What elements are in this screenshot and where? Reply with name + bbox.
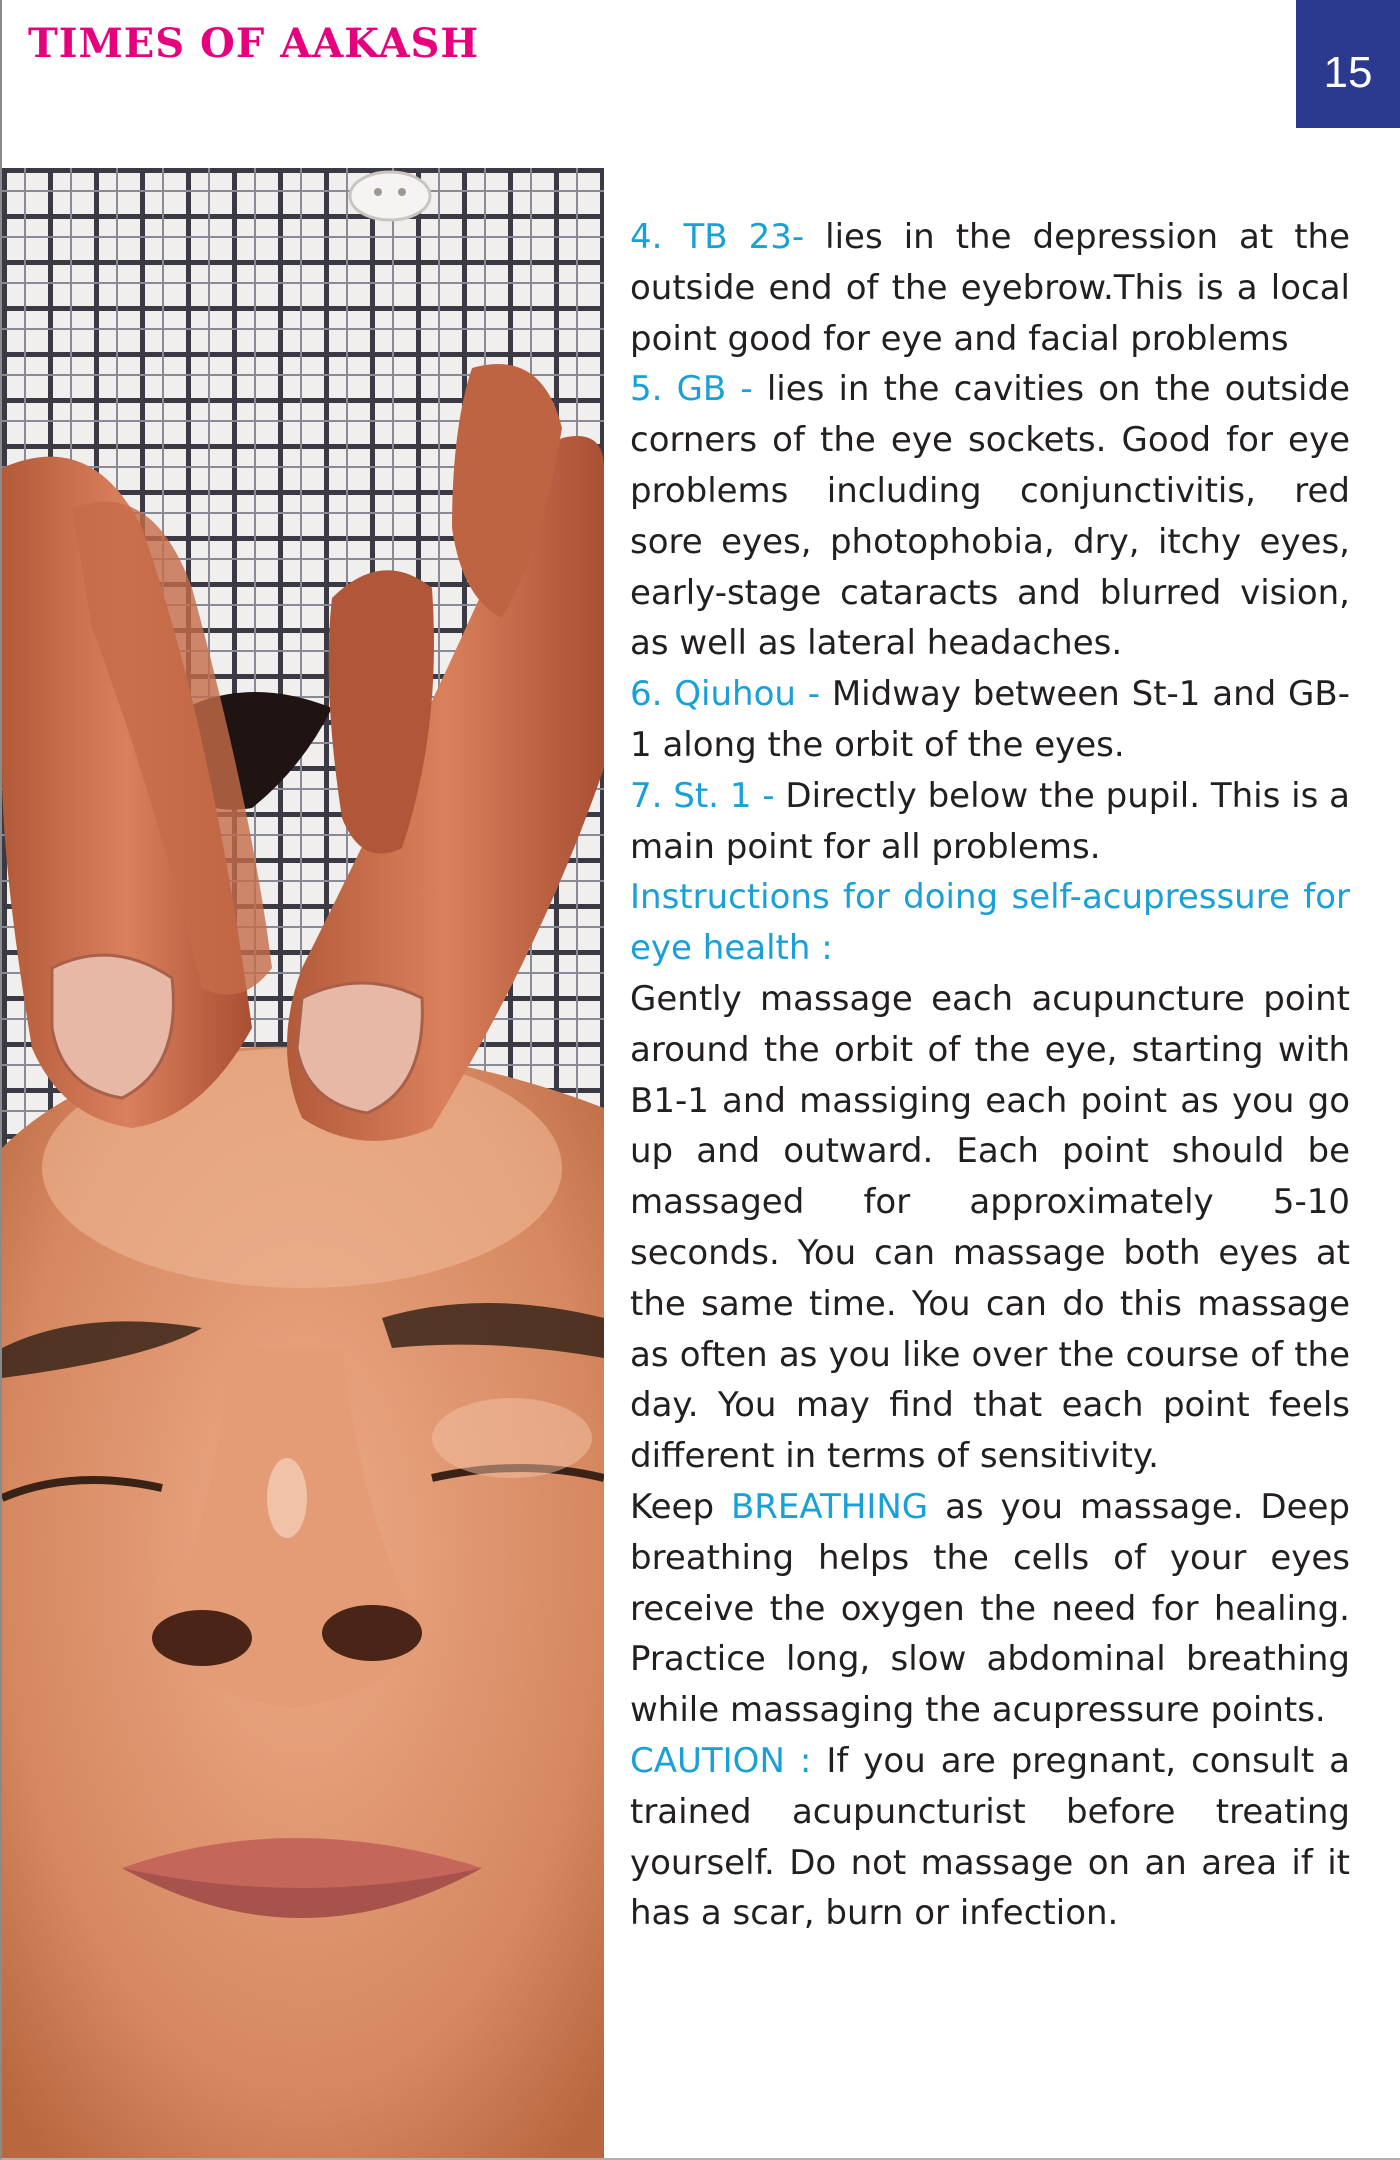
point-text: lies in the depression at the outside end of the eyebrow.This is a local point good for eye and facial problems [630, 217, 1350, 359]
article-text [630, 212, 1350, 1939]
point-text: Directly below the pupil. This is a main point for all problems. [630, 775, 1350, 867]
point-label: 6. Qiuhou - [630, 674, 821, 715]
magazine-title: TIMES OF AAKASH [28, 20, 480, 67]
caution-label: CAUTION : [630, 1740, 812, 1781]
point-text: Midway between St-1 and GB-1 along the orbit of the eyes. [630, 674, 1350, 765]
breathing-paragraph [630, 1482, 1350, 1736]
point-qiuhou [630, 669, 1350, 771]
page-number-badge [1296, 0, 1400, 128]
caution-paragraph [630, 1736, 1350, 1939]
point-st1 [630, 771, 1350, 873]
point-label: 5. GB - [630, 369, 753, 410]
photo-illustration [2, 168, 604, 2158]
breathing-keyword: BREATHING [730, 1486, 929, 1527]
point-text: lies in the cavities on the outside corners of the eye sockets. Good for eye problems including conjunctivitis, red sore eyes, photophobia, dry, itchy eyes, early-stage cataracts and blurred vision, as well as lateral headaches. [630, 369, 1350, 664]
point-gb [630, 364, 1350, 669]
caution-text: If you are pregnant, consult a trained acupuncturist before treating yourself. Do not massage on an area if it has a scar, burn or infection. [630, 1740, 1351, 1934]
point-label: 4. TB 23- [630, 217, 805, 257]
point-tb23 [630, 212, 1350, 364]
page-number: 15 [1323, 48, 1373, 97]
breathing-before: Keep [630, 1486, 731, 1527]
instructions-heading: Instructions for doing self-acupressure for eye health : [630, 877, 1350, 969]
instructions-text: Gently massage each acupuncture point around the orbit of the eye, starting with B1-1 and massiging each point as you go up and outward. Each point should be massaged for approximately 5-10 seconds. You can massage both eyes at the same time. You can do this massage as often as you like over the course of the day. You may find that each point feels different in terms of sensitivity. [630, 978, 1350, 1477]
breathing-after: as you massage. Deep breathing helps the cells of your eyes receive the oxygen the need for healing. Practice long, slow abdominal breathing while massaging the acupressure points. [630, 1486, 1351, 1731]
face-massage-photo [2, 168, 604, 2158]
point-label: 7. St. 1 - [630, 775, 775, 816]
